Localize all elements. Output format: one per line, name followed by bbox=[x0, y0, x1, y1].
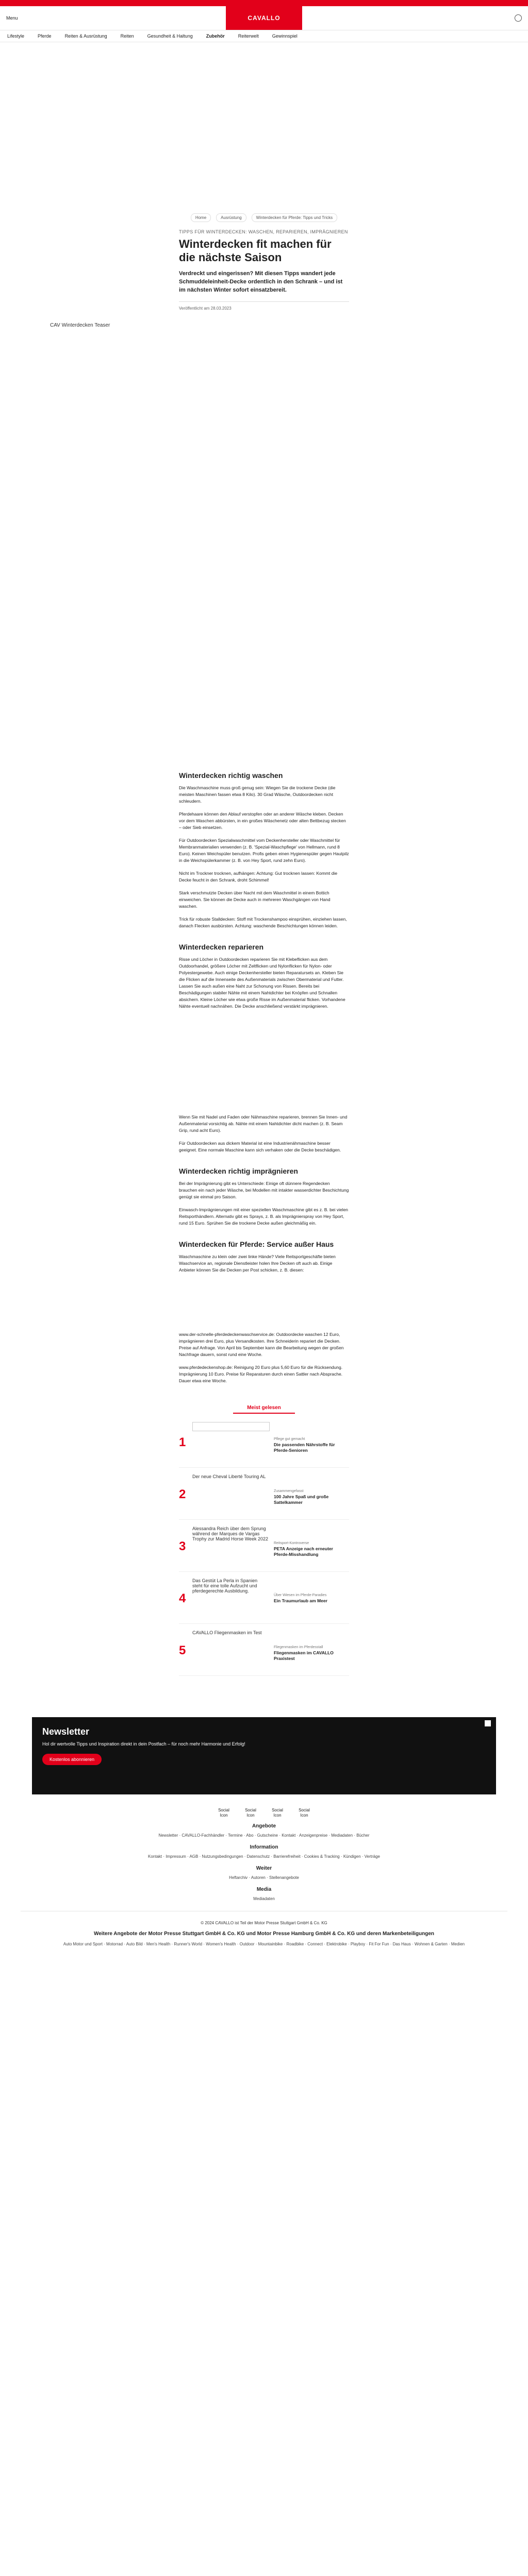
breadcrumb-home[interactable]: Home bbox=[191, 213, 211, 222]
site-logo[interactable]: CAVALLO bbox=[226, 6, 302, 30]
breadcrumb bbox=[63, 213, 465, 222]
section-heading-reparieren: Winterdecken reparieren bbox=[179, 943, 264, 951]
thumbnail[interactable]: Der neue Cheval Liberté Touring AL bbox=[192, 1474, 266, 1479]
nav-item-gesundheit[interactable]: Gesundheit & Haltung bbox=[147, 33, 193, 39]
social-icons bbox=[0, 1808, 528, 1818]
footer-links-angebote[interactable]: Newsletter · CAVALLO-Fachhändler · Termine · Abo · Gutscheine · Kontakt · Anzeigenpreise · Mediadaten · Bücher bbox=[158, 1833, 370, 1838]
thumbnail[interactable]: Alessandra Reich über dem Sprung während der Marques de Vargas Trophy zur Madrid Horse Week 2022 bbox=[192, 1526, 269, 1541]
item-kicker: Zusammengefasst bbox=[274, 1489, 304, 1493]
item-kicker: Pflege gut gemacht bbox=[274, 1437, 305, 1441]
paragraph: Für Outdoordecken aus dickem Material ist eine Industrienähmaschine besser geeignet. Eine normale Maschine kann sich verhaken oder die Decke beschädigen. bbox=[179, 1141, 341, 1153]
article-lead: Verdreckt und eingerissen? Mit diesen Tipps wandert jede Schmuddeleinheit-Decke ordentlich in den Schrank – und ist im nächsten Winter sofort einsatzbereit. bbox=[179, 270, 343, 293]
newsletter-banner bbox=[32, 1717, 496, 1794]
footer-links-media[interactable]: Mediadaten bbox=[253, 1896, 275, 1901]
newsletter-text: Hol dir wertvolle Tipps und Inspiration direkt in dein Postfach – für noch mehr Harmonie und Erfolg! bbox=[42, 1741, 245, 1747]
most-read-section bbox=[179, 1405, 349, 1676]
social-icon[interactable]: Social Icon bbox=[272, 1808, 283, 1818]
teaser-image-alt: CAV Winterdecken Teaser bbox=[50, 323, 110, 328]
list-item[interactable] bbox=[179, 1630, 349, 1676]
list-item[interactable] bbox=[179, 1578, 349, 1624]
list-item[interactable] bbox=[179, 1526, 349, 1572]
nav-item-reiten[interactable]: Reiten bbox=[120, 33, 134, 39]
paragraph: Für Outdoordecken Spezialwaschmittel vom Deckenhersteller oder Waschmittel für Membranmaterialien verwenden (z. B. 'Spezial-Waschpflege' von Hellmann, rund 8 Euro). Keinen Weichspüler benutzen. Profis geben einen Hygienespüler gegen Hautpilz in die Weichspülerkammer (z. B. von Hey Sport, rund zehn Euro). bbox=[179, 838, 349, 863]
breadcrumb-category[interactable]: Ausrüstung bbox=[216, 213, 246, 222]
nav-item-ausruestung[interactable]: Reiten & Ausrüstung bbox=[64, 33, 107, 39]
footer-label-media: Media bbox=[256, 1887, 272, 1892]
item-headline[interactable]: PETA Anzeige nach erneuter Pferde-Misshandlung bbox=[274, 1546, 333, 1557]
paragraph: www.der-schnelle-pferdedeckenwaschservice.de: Outdoordecke waschen 12 Euro, imprägnieren drei Euro, plus Versandkosten. Ihre Schneiderin repariert die Decken. Preise auf Anfrage. Von April bis September kann die Bearbeitung wegen der großen Nachfrage dauern, sonst rund eine Woche. bbox=[179, 1332, 344, 1357]
ad-space bbox=[179, 1016, 349, 1114]
list-item[interactable] bbox=[179, 1422, 349, 1468]
nav-item-gewinnspiel[interactable]: Gewinnspiel bbox=[272, 33, 298, 39]
paragraph: Stark verschmutzte Decken über Nacht mit dem Waschmittel in einem Bottich einweichen. Sie können die Decke auch in mehreren Waschgängen von Hand waschen. bbox=[179, 890, 331, 909]
brands-links[interactable]: Auto Motor und Sport · Motorrad · Auto Bild · Men's Health · Runner's World · Women's Health · Outdoor · Mountainbike · Roadbike · Connect · Elektrobike · Playboy · Fit For Fun · Das Haus · Wohnen & Garten · Medien bbox=[63, 1942, 465, 1946]
paragraph: Risse und Löcher in Outdoordecken reparieren Sie mit Klebeflicken aus dem Outdoorhandel, größere Löcher mit Zeltflicken und Nylonflicken für Nylon- oder Polyestergewebe. Auch einige Deckenhersteller bieten Reparatursets an. Kleben Sie die Flicken auf die Innenseite des Außenmaterials zwischen Obermaterial und Futter. Lassen Sie auch außen eine Naht zur Schonung von Rissen. Bereits bei Beschädigungen stabiler Nähte mit einem Nahtdichter bei Knöpfen und Schnallen absichern. Kleine Löcher wie etwa große Risse im Außenmaterial flicken. Vorhandene Nähte eventuell nachnähen. Die Decke anschließend verstärkt imprägnieren. bbox=[179, 957, 345, 1009]
item-headline[interactable]: Fliegenmasken im CAVALLO Praxistest bbox=[274, 1650, 334, 1661]
nav-item-reiterwelt[interactable]: Reiterwelt bbox=[238, 33, 259, 39]
teaser-image bbox=[50, 320, 478, 629]
social-icon[interactable]: Social Icon bbox=[218, 1808, 229, 1818]
paragraph: www.pferdedeckenshop.de: Reinigung 20 Euro plus 5,60 Euro für die Rücksendung. Imprägnierung 10 Euro. Preise für Reparaturen durch einen Sattler nach Absprache. Dauer etwa eine Woche. bbox=[179, 1365, 343, 1383]
rank-number: 4 bbox=[179, 1591, 186, 1605]
item-headline[interactable]: 100 Jahre Spaß und große Sattelkammer bbox=[274, 1494, 329, 1505]
paragraph: Einwasch-Imprägnierungen mit einer speziellen Waschmaschine gibt es z. B. bei vielen Reitsporthändlern. Alternativ gibt es Sprays, z. B. als Imprägnierspray von Hey Sport, rund 15 Euro. Sprühen Sie die trockene Decke außen gleichmäßig ein. bbox=[179, 1207, 349, 1226]
top-accent-bar bbox=[0, 0, 528, 6]
ad-space bbox=[179, 1280, 349, 1331]
paragraph: Trick für robuste Stalldecken: Stoff mit Trockenshampoo einsprühen, einziehen lassen, danach Flecken ausbürsten. Achtung: waschende Beschichtungen können leiden. bbox=[179, 917, 347, 928]
paragraph: Die Waschmaschine muss groß genug sein: Wiegen Sie die trockene Decke (die meisten Maschinen fassen etwa 8 Kilo). 30 Grad Wäsche, Outdoordecken nicht schleudern. bbox=[179, 785, 336, 804]
paragraph: Nicht im Trockner trocknen, aufhängen: Achtung: Gut trocknen lassen: Kommt die Decke feucht in den Schrank, droht Schimmel! bbox=[179, 871, 338, 883]
article-kicker: TIPPS FÜR WINTERDECKEN: WASCHEN, REPARIEREN, IMPRÄGNIEREN bbox=[179, 229, 348, 234]
item-headline[interactable]: Ein Traumurlaub am Meer bbox=[274, 1598, 327, 1603]
footer-label-info: Information bbox=[250, 1844, 278, 1850]
brands-title: Weitere Angebote der Motor Presse Stuttgart GmbH & Co. KG und Motor Presse Hamburg GmbH & Co. KG und deren Markenbeteiligungen bbox=[93, 1931, 435, 1937]
social-icon[interactable]: Social Icon bbox=[245, 1808, 256, 1818]
main-nav bbox=[0, 30, 528, 42]
thumbnail-placeholder bbox=[192, 1422, 270, 1431]
thumbnail[interactable]: CAVALLO Fliegenmasken im Test bbox=[192, 1630, 262, 1635]
nav-item-lifestyle[interactable]: Lifestyle bbox=[7, 33, 25, 39]
breadcrumb-current: Winterdecken für Pferde: Tipps und Tricks bbox=[252, 213, 338, 222]
section-heading-service: Winterdecken für Pferde: Service außer Haus bbox=[179, 1240, 334, 1248]
nav-item-pferde[interactable]: Pferde bbox=[38, 33, 52, 39]
paragraph: Bei der Imprägnierung gibt es Unterschiede: Einige oft dünnere Regendecken brauchen ein nach jeder Wäsche, bei Modellen mit intakter wasserdichter Beschichtung genügt sie einmal pro Saison. bbox=[179, 1181, 349, 1199]
nav-item-zubehoer[interactable]: Zubehör bbox=[206, 33, 225, 39]
rank-number: 1 bbox=[179, 1435, 186, 1449]
menu-button[interactable]: Menu bbox=[6, 15, 18, 21]
item-headline[interactable]: Die passenden Nährstoffe für Pferde-Senioren bbox=[274, 1442, 335, 1453]
newsletter-subscribe-button[interactable]: Kostenlos abonnieren bbox=[42, 1754, 102, 1765]
paragraph: Wenn Sie mit Nadel und Faden oder Nähmaschine reparieren, brennen Sie Innen- und Außenmaterial vorsichtig ab. Nähte mit einem Nahtdichter dicht machen (z. B. Seam Grip, rund acht Euro). bbox=[179, 1114, 348, 1133]
rank-number: 2 bbox=[179, 1487, 186, 1501]
article-meta: Veröffentlicht am 28.03.2023 bbox=[179, 301, 349, 311]
list-item[interactable] bbox=[179, 1474, 349, 1520]
rank-number: 3 bbox=[179, 1539, 186, 1553]
footer-links-weiter[interactable]: Heftarchiv · Autoren · Stellenangebote bbox=[229, 1875, 299, 1880]
item-kicker: Reitsport-Kontroverse bbox=[274, 1541, 309, 1545]
copyright-text: © 2024 CAVALLO ist Teil der Motor Presse Stuttgart GmbH & Co. KG bbox=[201, 1921, 327, 1925]
footer-label-angebote: Angebote bbox=[252, 1823, 276, 1829]
footer-label-weiter: Weiter bbox=[256, 1866, 272, 1871]
thumbnail[interactable] bbox=[192, 1422, 269, 1453]
section-heading-impraegnieren: Winterdecken richtig imprägnieren bbox=[179, 1167, 298, 1175]
search-icon[interactable] bbox=[515, 14, 522, 22]
section-heading-waschen: Winterdecken richtig waschen bbox=[179, 771, 283, 779]
newsletter-title: Newsletter bbox=[42, 1726, 90, 1737]
paragraph: Waschmaschine zu klein oder zwei linke Hände? Viele Reitsportgeschäfte bieten Waschservice an, regionale Dienstleister holen Ihre Decken oft auch ab. Einige Anbieter können Sie die Decken per Post schicken, z. B. diesen: bbox=[179, 1254, 336, 1273]
close-icon[interactable] bbox=[485, 1720, 491, 1726]
item-kicker: Über Wiesen im Pferde-Paradies bbox=[274, 1594, 327, 1597]
article bbox=[50, 229, 349, 1384]
social-icon[interactable]: Social Icon bbox=[299, 1808, 310, 1818]
footer-links-info[interactable]: Kontakt · Impressum · AGB · Nutzungsbedingungen · Datenschutz · Barrierefreiheit · Cookies & Tracking · Kündigen · Verträge bbox=[148, 1854, 380, 1859]
article-title: Winterdecken fit machen für die nächste Saison bbox=[179, 238, 332, 264]
most-read-title: Meist gelesen bbox=[233, 1405, 295, 1414]
site-header bbox=[0, 6, 528, 30]
item-kicker: Fliegenmasken im Pferdesstall bbox=[274, 1646, 323, 1649]
paragraph: Pferdehaare können den Ablauf verstopfen oder an anderer Wäsche kleben. Decken vor dem Waschen abbürsten, in ein großes Wäschenetz oder alten Bettbezug stecken – oder Sieb einsetzen. bbox=[179, 811, 346, 830]
thumbnail[interactable]: Das Gestüt La Perla in Spanien steht für eine tolle Aufzucht und pferdegerechte Ausbildung. bbox=[192, 1578, 258, 1594]
ad-space bbox=[179, 629, 349, 758]
rank-number: 5 bbox=[179, 1643, 186, 1657]
